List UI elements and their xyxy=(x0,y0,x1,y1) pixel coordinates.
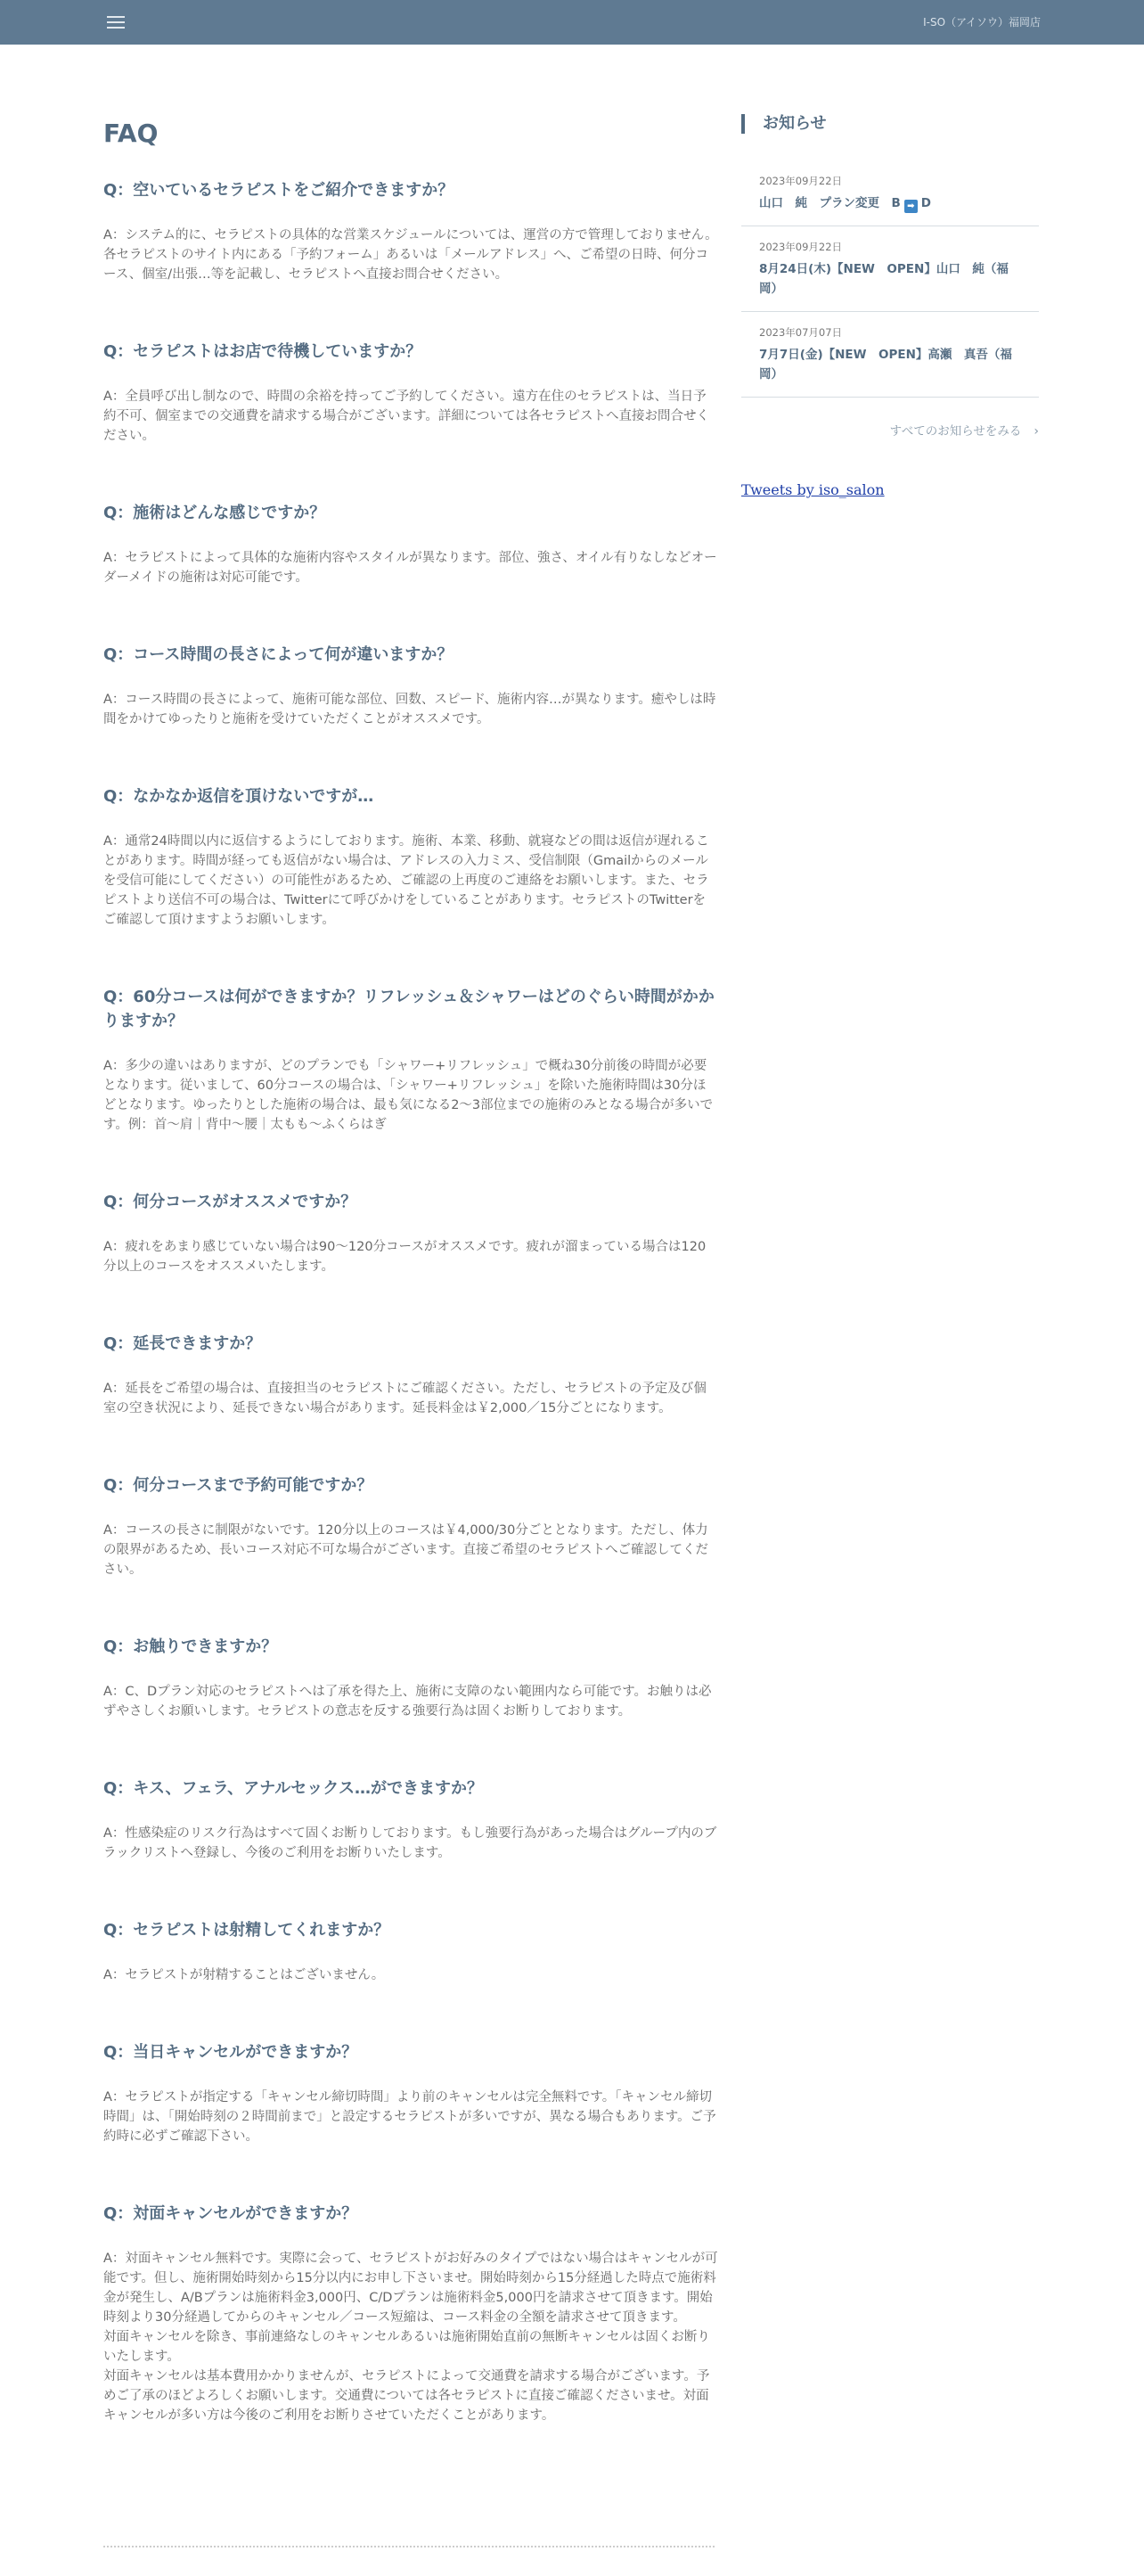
faq-question: Q：コース時間の長さによって何が違いますか？ xyxy=(103,645,454,664)
faq-question: Q：お触りできますか？ xyxy=(103,1637,278,1656)
news-date: 2023年07月07日 xyxy=(759,326,843,339)
faq-answer: A：コース時間の長さによって、施術可能な部位、回数、スピード、施術内容…が異なります。癒やしは時間をかけてゆったりと施術を受けていただくことがオススメです。 xyxy=(103,693,716,726)
faq-answer: A：性感染症のリスク行為はすべて固くお断りしております。もし強要行為があった場合はグループ内のブラックリストへ登録し、今後のご利用をお断りいたします。 xyxy=(103,1826,717,1860)
faq-answer: A：セラピストが指定する「キャンセル締切時間」より前のキャンセルは完全無料です。「キャンセル締切時間」は、「開始時刻の２時間前まで」と設定するセラピストが多いですが、異なる場合もあります。ご予約時に必ずご確認下さい。 xyxy=(103,2090,716,2144)
faq-item xyxy=(103,1776,718,1863)
news-date: 2023年09月22日 xyxy=(759,175,843,187)
faq-item xyxy=(103,340,718,446)
news-title xyxy=(759,193,1021,213)
faq-item xyxy=(103,1918,718,1985)
faq-main xyxy=(103,116,718,2481)
site-title[interactable]: I-SO（アイソウ）福岡店 xyxy=(923,16,1041,29)
news-title-text: 8月24日(木)【NEW OPEN】山口 純（福岡） xyxy=(759,262,1009,296)
faq-question: Q：なかなか返信を頂けないですが… xyxy=(103,787,374,806)
news-date: 2023年09月22日 xyxy=(759,241,843,253)
chevron-right-icon: › xyxy=(1034,424,1039,439)
news-title-text: D xyxy=(920,196,932,210)
faq-question: Q：60分コースは何ができますか？リフレッシュ＆シャワーはどのぐらい時間がかかりますか？ xyxy=(103,988,715,1030)
faq-question: Q：当日キャンセルができますか？ xyxy=(103,2043,358,2062)
faq-question: Q：対面キャンセルができますか？ xyxy=(103,2204,358,2223)
faq-item xyxy=(103,1635,718,1721)
all-news-label: すべてのお知らせをみる xyxy=(889,424,1022,439)
news-title-text: 山口 純 プラン変更 B xyxy=(759,196,901,210)
faq-item xyxy=(103,2040,718,2146)
faq-answer: A：延長をご希望の場合は、直接担当のセラピストにご確認ください。ただし、セラピストの予定及び個室の空き状況により、延長できない場合があります。延長料金は￥2,000／15分ごとになります。 xyxy=(103,1382,707,1415)
faq-question: Q：何分コースがオススメですか？ xyxy=(103,1193,357,1211)
hamburger-menu-icon[interactable] xyxy=(107,15,125,29)
news-heading: お知らせ xyxy=(741,111,1039,137)
faq-answer: A：通常24時間以内に返信するようにしております。施術、本業、移動、就寝などの間は返信が遅れることがあります。時間が経っても返信がない場合は、アドレスの入力ミス、受信制限（Gmailからのメールを受信可能にしてください）の可能性があるため、ご確認の上再度のご連絡をお願いします。また、セラピストより送信不可の場合は、Twitterにて呼びかけをしていることがあります。セラピストのTwitterをご確認して頂けますようお願いします。 xyxy=(103,834,709,927)
faq-item xyxy=(103,178,718,284)
news-title-text: 7月7日(金)【NEW OPEN】高瀬 真吾（福岡） xyxy=(759,348,1012,381)
faq-question: Q：セラピストはお店で待機していますか？ xyxy=(103,342,422,361)
news-list xyxy=(741,160,1039,398)
news-title xyxy=(759,259,1021,299)
faq-item xyxy=(103,1332,718,1418)
faq-answer: A：対面キャンセル無料です。実際に会って、セラピストがお好みのタイプではない場合はキャンセルが可能です。但し、施術開始時刻から15分以内にお申し下さいませ。開始時刻から15分経過した時点で施術料金が発生し、A/Bプランは施術料金3,000円、C/Dプランは施術料金5,000円を請求させて頂きます。開始時刻より30分経過してからのキャンセル／コース短縮は、コース料金の全額を請求させて頂きます。 対面キャンセルを除き、事前連絡なしのキャンセルあるいは施術開始直前の無断キャンセルは固くお断りいたします。 対面キャンセルは基本費用かかりませんが、セラピストによって交通費を請求する場合がございます。予めご了承のほどよろしくお願いします。交通費については各セラピストに直接ご確認くださいませ。対面キャンセルが多い方は今後のご利用をお断りさせていただくことがあります。 xyxy=(103,2252,718,2423)
faq-item xyxy=(103,1190,718,1276)
faq-list xyxy=(103,178,718,2425)
page-title: FAQ xyxy=(103,119,159,148)
all-news-link[interactable] xyxy=(741,421,1039,439)
faq-answer: A：セラピストによって具体的な施術内容やスタイルが異なります。部位、強さ、オイル有りなしなどオーダーメイドの施術は対応可能です。 xyxy=(103,551,717,585)
faq-answer: A：疲れをあまり感じていない場合は90〜120分コースがオススメです。疲れが溜まっている場合は120分以上のコースをオススメいたします。 xyxy=(103,1240,707,1274)
faq-question: Q：セラピストは射精してくれますか？ xyxy=(103,1921,390,1940)
tweets-link[interactable]: Tweets by iso_salon xyxy=(741,481,885,498)
faq-item xyxy=(103,1473,718,1579)
menu-line xyxy=(107,16,125,18)
news-item[interactable] xyxy=(741,312,1039,398)
faq-item xyxy=(103,2202,718,2425)
faq-answer: A：コースの長さに制限がないです。120分以上のコースは￥4,000/30分ごととなります。ただし、体力の限界があるため、長いコース対応不可な場合がございます。直接ご希望のセラピストへご確認してください。 xyxy=(103,1523,709,1577)
content-divider xyxy=(103,2546,715,2547)
faq-item xyxy=(103,985,718,1135)
news-item[interactable] xyxy=(741,226,1039,312)
faq-answer: A：セラピストが射精することはございません。 xyxy=(103,1968,385,1982)
faq-item xyxy=(103,501,718,587)
menu-line xyxy=(107,27,125,29)
faq-answer: A：システム的に、セラピストの具体的な営業スケジュールについては、運営の方で管理しておりません。各セラピストのサイト内にある「予約フォーム」あるいは「メールアドレス」へ、ご希望の日時、何分コース、個室/出張…等を記載し、セラピストへ直接お問合せください。 xyxy=(103,228,718,282)
arrow-right-icon: ➡ xyxy=(904,200,918,213)
faq-answer: A：多少の違いはありますが、どのプランでも「シャワー+リフレッシュ」で概ね30分前後の時間が必要となります。従いまして、60分コースの場合は、「シャワー+リフレッシュ」を除いた施術時間は30分ほどとなります。ゆったりとした施術の場合は、最も気になる2〜3部位までの施術のみとなる場合が多いです。例：首〜肩｜背中〜腰｜太もも〜ふくらはぎ xyxy=(103,1059,714,1132)
news-title xyxy=(759,345,1021,384)
faq-item xyxy=(103,784,718,930)
faq-answer: A：全員呼び出し制なので、時間の余裕を持ってご予約してください。遠方在住のセラピストは、当日予約不可、個室までの交通費を請求する場合がございます。詳細については各セラピストへ直接お問合せください。 xyxy=(103,390,710,443)
faq-question: Q：空いているセラピストをご紹介できますか？ xyxy=(103,181,454,200)
faq-question: Q：施術はどんな感じですか？ xyxy=(103,504,326,522)
news-item[interactable] xyxy=(741,160,1039,226)
sidebar xyxy=(741,111,1039,498)
faq-item xyxy=(103,643,718,729)
faq-answer: A：C、Dプラン対応のセラピストへは了承を得た上、施術に支障のない範囲内なら可能です。お触りは必ずやさしくお願いします。セラピストの意志を反する強要行為は固くお断りしております。 xyxy=(103,1685,712,1719)
faq-question: Q：延長できますか？ xyxy=(103,1334,262,1353)
faq-question: Q：何分コースまで予約可能ですか？ xyxy=(103,1476,373,1495)
top-header xyxy=(0,0,1144,45)
faq-question: Q：キス、フェラ、アナルセックス…ができますか？ xyxy=(103,1779,484,1798)
menu-line xyxy=(107,21,125,23)
